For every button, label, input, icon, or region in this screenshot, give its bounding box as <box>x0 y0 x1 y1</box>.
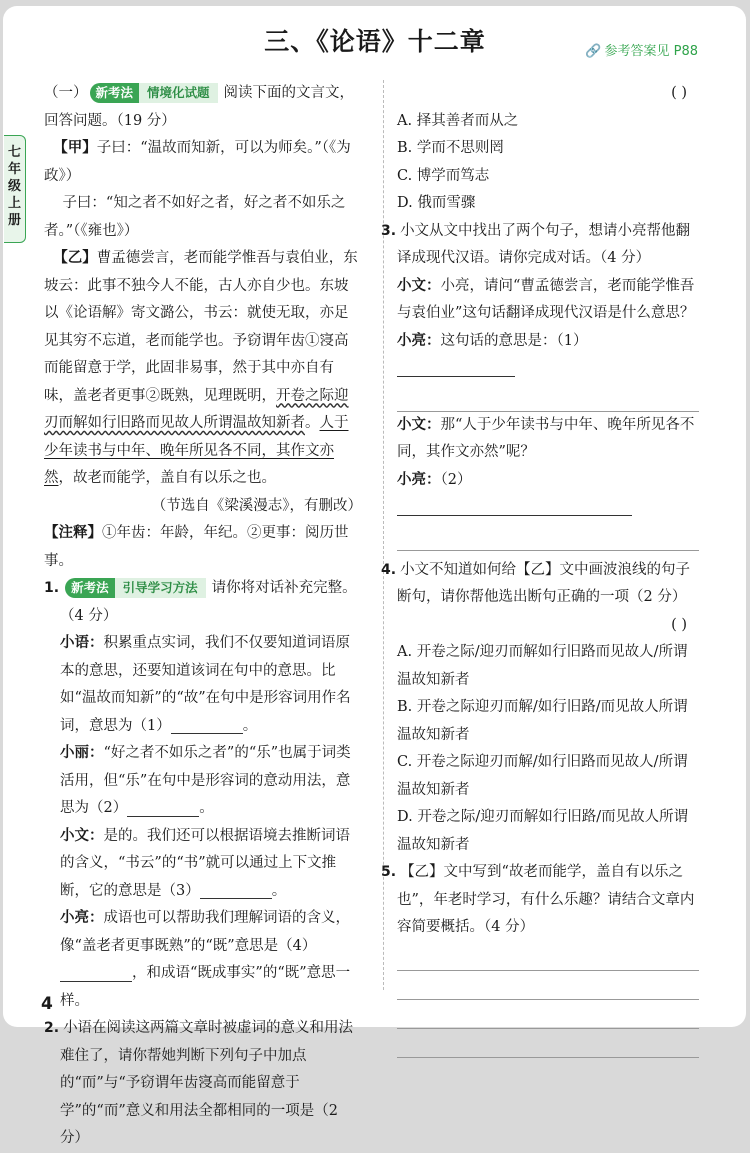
section-intro <box>44 80 362 135</box>
q1-dialogue-3-text: 是的。我们还可以根据语境去推断词语的含义，“书云”的“书”就可以通过上下文推断，它的意思是（3） <box>60 827 350 899</box>
q2-answer-paren[interactable]: ( ) <box>671 85 687 101</box>
q4-option-c[interactable]: C. 开卷之际迎刃而解/如行旧路而见故人/所谓温故知新者 <box>397 754 688 798</box>
passage-yi-text-c: ，故老而能学，盖自有以乐之也。 <box>58 470 276 486</box>
q3-dialogue-4-text: （2） <box>440 471 472 488</box>
q3-answer-blank-2[interactable] <box>397 499 632 516</box>
situational-badge-text: 情境化试题 <box>139 83 218 103</box>
answer-blank-1[interactable] <box>171 717 243 734</box>
q1-dialogue-1 <box>44 630 362 740</box>
question-5-number: 5. <box>381 864 397 880</box>
column-divider <box>383 80 384 990</box>
passage-jia-2-text: 子曰：“知之者不如好之者，好之者不如乐之者。”（《雍也》） <box>44 195 346 239</box>
question-2 <box>44 1015 362 1153</box>
q3-answer-line-1[interactable] <box>397 383 699 412</box>
question-4 <box>381 557 699 612</box>
q5-answer-line-2[interactable] <box>397 971 699 1000</box>
q1-dialogue-1-end: 。 <box>242 717 258 734</box>
passage-jia-2 <box>44 190 362 245</box>
speaker-name: 小亮： <box>397 471 441 488</box>
speaker-name: 小丽： <box>60 745 104 761</box>
q4-answer-paren[interactable]: ( ) <box>671 616 687 633</box>
page-number: 4 <box>41 994 53 1014</box>
notes <box>44 520 362 575</box>
page-title: 三、《论语》十二章 <box>264 27 486 56</box>
answer-reference <box>585 40 698 59</box>
speaker-name: 小亮： <box>397 332 441 349</box>
left-column <box>44 80 362 1153</box>
q3-dialogue-1-text: 小亮，请问“曹孟德尝言，老而能学惟吾与袁伯业”这句话翻译成现代汉语是什么意思？ <box>397 277 695 321</box>
q1-dialogue-4-text: 成语也可以帮助我们理解词语的含义，像“盖老者更事既熟”的“既”意思是（4） <box>60 910 350 954</box>
q5-answer-line-1[interactable] <box>397 942 699 971</box>
question-4-text: 小文不知道如何给【乙】文中画波浪线的句子断句，请你帮他选出断句正确的一项（2 分） <box>397 561 691 605</box>
question-3 <box>381 218 699 273</box>
q3-dialogue-2 <box>397 328 699 383</box>
q5-answer-line-3[interactable] <box>397 1000 699 1029</box>
passage-yi-label: 【乙】 <box>53 250 97 266</box>
question-3-number: 3. <box>381 222 397 239</box>
grade-side-tab-text: 七年级上册 <box>7 145 21 228</box>
underlined-sentence: 人于少年读书与中年、晚年所见各不同，其作文亦然 <box>44 415 349 486</box>
q1-dialogue-2 <box>44 740 362 823</box>
q1-dialogue-4 <box>44 905 362 1015</box>
notes-text: ①年齿：年龄，年纪。②更事：阅历世事。 <box>44 525 349 569</box>
link-icon: 🔗 <box>585 44 602 59</box>
right-column <box>381 80 699 1058</box>
speaker-name: 小语： <box>60 635 104 651</box>
new-exam-badge <box>90 83 218 103</box>
passage-yi-text-b: 。 <box>305 415 320 431</box>
q1-badge-text: 新考法 <box>65 578 115 598</box>
q3-dialogue-3-text: 那“人于少年读书与中年、晚年所见各不同，其作文亦然”呢？ <box>397 416 695 460</box>
passage-yi-text-a: 曹孟德尝言，老而能学惟吾与袁伯业，东坡云：此事不独今人不能，古人亦自少也。东坡以《论语解》寄文潞公，书云：就使无取，亦足见其穷不忘道，老而能学也。予窃谓年齿①寖高而能留意于学，此固非易事，然于其中亦自有味，盖老者更事②既熟，见理既明， <box>44 250 358 404</box>
question-5 <box>381 859 699 942</box>
question-1 <box>44 575 362 630</box>
q2-option-d[interactable]: D. 俄而雪骤 <box>397 195 476 211</box>
q3-answer-blank-1[interactable] <box>397 360 515 377</box>
passage-source: （节选自《梁溪漫志》，有删改） <box>151 497 362 514</box>
q5-answer-line-4[interactable] <box>397 1029 699 1058</box>
answer-blank-3[interactable] <box>200 882 272 899</box>
question-2-text: 小语在阅读这两篇文章时被虚词的意义和用法难住了，请你帮她判断下列句子中加点的“而”与“予窃谓年齿寖高而能留意于学”的“而”意义和用法全都相同的一项是（2 分） <box>60 1020 354 1146</box>
speaker-name: 小文： <box>397 416 441 433</box>
question-3-text: 小文从文中找出了两个句子，想请小亮帮他翻译成现代汉语。请你完成对话。（4 分） <box>397 222 691 266</box>
answer-reference-text: 参考答案见 P88 <box>604 44 698 59</box>
q3-dialogue-2-text: 这句话的意思是：（1） <box>440 332 588 349</box>
speaker-name: 小文： <box>397 277 441 294</box>
section-label: （一） <box>44 85 88 101</box>
answer-blank-2[interactable] <box>127 800 199 817</box>
q1-badge <box>65 578 206 598</box>
q3-answer-line-2[interactable] <box>397 522 699 551</box>
passage-yi <box>44 245 362 493</box>
passage-jia-label: 【甲】 <box>53 140 97 156</box>
q1-dialogue-2-end: 。 <box>199 800 214 816</box>
speaker-name: 小文： <box>60 827 104 844</box>
q1-dialogue-3-end: 。 <box>271 882 287 899</box>
q3-dialogue-3 <box>397 412 699 467</box>
notes-label: 【注释】 <box>44 525 102 541</box>
q2-option-b[interactable]: B. 学而不思则罔 <box>397 140 504 156</box>
question-2-number: 2. <box>44 1020 60 1036</box>
q2-option-a[interactable]: A. 择其善者而从之 <box>397 112 519 129</box>
section-instructions: 阅读下面的文言文，回答问题。（19 分） <box>44 85 355 129</box>
q1-dialogue-3 <box>44 823 362 906</box>
question-4-number: 4. <box>381 561 397 578</box>
question-1-number: 1. <box>44 580 60 596</box>
q4-option-d[interactable]: D. 开卷之际/迎刃而解如行旧路/而见故人所谓温故知新者 <box>397 809 689 853</box>
wavy-underlined-sentence: 开卷之际迎刃而解如行旧路而见故人所谓温故知新者 <box>44 387 349 431</box>
q1-dialogue-2-text: “好之者不如乐之者”的“乐”也属于词类活用，但“乐”在句中是形容词的意动用法，意思为（2） <box>60 745 351 816</box>
q4-option-a[interactable]: A. 开卷之际/迎刃而解如行旧路而见故人/所谓温故知新者 <box>397 644 688 688</box>
q3-dialogue-1 <box>397 273 699 328</box>
new-exam-badge-text: 新考法 <box>90 83 140 103</box>
q1-dialogue-1-text: 积累重点实词，我们不仅要知道词语原本的意思，还要知道该词在句中的意思。比如“温故而知新”的“故”在句中是形容词用作名词，意思为（1） <box>60 635 351 734</box>
q4-option-b[interactable]: B. 开卷之际迎刃而解/如行旧路/而见故人所谓温故知新者 <box>397 699 688 743</box>
grade-side-tab <box>4 135 26 243</box>
speaker-name: 小亮： <box>60 910 104 926</box>
q3-dialogue-4 <box>397 467 699 522</box>
passage-jia-1 <box>44 135 362 190</box>
q2-option-c[interactable]: C. 博学而笃志 <box>397 167 490 184</box>
q1-dialogue-4-end: ，和成语“既成事实”的“既”意思一样。 <box>60 965 351 1009</box>
answer-blank-4[interactable] <box>60 965 132 982</box>
question-1-text: 请你将对话补充完整。（4 分） <box>60 580 357 624</box>
question-5-text: 【乙】文中写到“故老而能学，盖自有以乐之也”，年老时学习，有什么乐趣？请结合文章内容简要概括。（4 分） <box>397 864 695 935</box>
passage-jia-1-text: 子曰：“温故而知新，可以为师矣。”（《为政》） <box>44 140 351 184</box>
q1-badge-tag: 引导学习方法 <box>115 578 206 598</box>
